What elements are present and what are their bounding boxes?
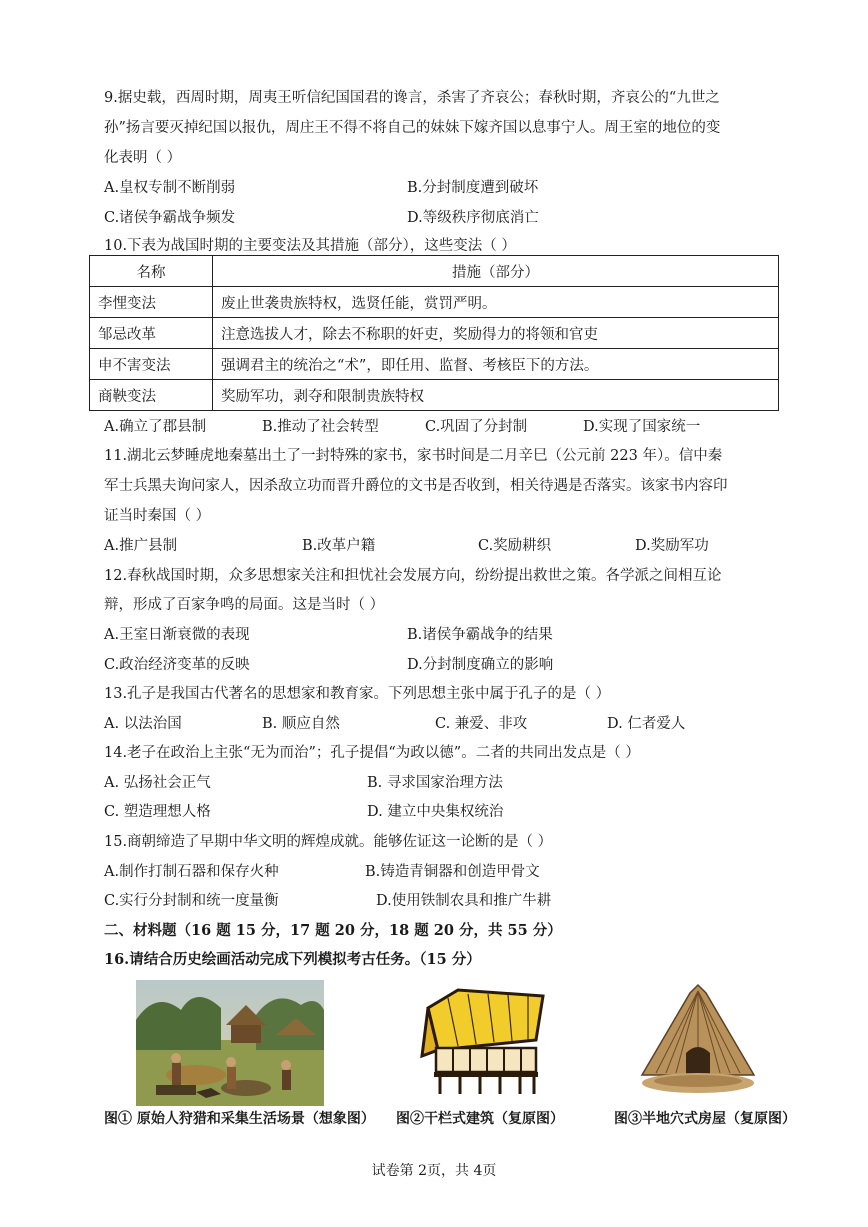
q9-option-b: B.分封制度遭到破坏 [407, 180, 539, 196]
q13-stem: 13.孔子是我国古代著名的思想家和教育家。下列思想主张中属于孔子的是（ ） [104, 686, 611, 702]
q10-stem: 10.下表为战国时期的主要变法及其措施（部分），这些变法（ ） [104, 238, 516, 254]
q11-stem-line-1: 11.湖北云梦睡虎地秦墓出土了一封特殊的家书，家书时间是二月辛巳（公元前 223 年）。信中秦 [104, 448, 723, 464]
table-cell-measure: 废止世袭贵族特权，选贤任能，赏罚严明。 [213, 287, 779, 318]
q13-option-c: C. 兼爱、非攻 [435, 716, 528, 732]
q12-option-c: C.政治经济变革的反映 [104, 657, 250, 673]
q16-stem: 16.请结合历史绘画活动完成下列模拟考古任务。（15 分） [104, 951, 481, 968]
q15-option-b: B.铸造青铜器和创造甲骨文 [365, 864, 540, 880]
table-cell-name: 邹忌改革 [90, 318, 213, 349]
q11-stem-line-3: 证当时秦国（ ） [104, 508, 211, 524]
q14-option-b: B. 寻求国家治理方法 [367, 775, 503, 791]
table-cell-measure: 强调君主的统治之“术”，即任用、监督、考核臣下的方法。 [213, 349, 779, 380]
figure-3-caption: 图③半地穴式房屋（复原图） [614, 1111, 796, 1127]
q12-stem-line-1: 12.春秋战国时期，众多思想家关注和担忧社会发展方向，纷纷提出救世之策。各学派之间相互论 [104, 568, 722, 584]
q9-stem-line-1: 9.据史载，西周时期，周夷王听信纪国国君的谗言，杀害了齐哀公；春秋时期，齐哀公的“九世之 [104, 90, 720, 106]
q10-option-d: D.实现了国家统一 [583, 419, 701, 435]
table-header-measures: 措施（部分） [213, 256, 779, 287]
q9-stem-line-2: 孙”扬言要灭掉纪国以报仇，周庄王不得不将自己的妹妹下嫁齐国以息事宁人。周王室的地位的变 [104, 120, 721, 136]
table-row [90, 380, 779, 411]
reform-measures-table [89, 255, 779, 411]
q13-option-d: D. 仁者爱人 [607, 716, 686, 732]
table-row [90, 349, 779, 380]
q14-option-a: A. 弘扬社会正气 [104, 775, 211, 791]
semi-subterranean-house-image [636, 983, 760, 1101]
q10-option-a: A.确立了郡县制 [104, 419, 207, 435]
q13-option-b: B. 顺应自然 [262, 716, 340, 732]
q12-option-b: B.诸侯争霸战争的结果 [407, 627, 553, 643]
section-2-title: 二、材料题（16 题 15 分，17 题 20 分，18 题 20 分，共 55 分） [104, 922, 562, 939]
q15-option-c: C.实行分封制和统一度量衡 [104, 893, 279, 909]
q9-option-c: C.诸侯争霸战争频发 [104, 210, 236, 226]
figure-1-caption: 图① 原始人狩猎和采集生活场景（想象图） [104, 1111, 375, 1127]
q11-option-b: B.改革户籍 [302, 538, 376, 554]
table-row [90, 287, 779, 318]
q15-option-a: A.制作打制石器和保存火种 [104, 864, 279, 880]
q12-stem-line-2: 辩，形成了百家争鸣的局面。这是当时（ ） [104, 597, 385, 613]
q9-stem-line-3: 化表明（ ） [104, 150, 182, 166]
q11-option-d: D.奖励军功 [635, 538, 709, 554]
q14-stem: 14.老子在政治上主张“无为而治”；孔子提倡“为政以德”。二者的共同出发点是（ ） [104, 745, 640, 761]
q12-option-d: D.分封制度确立的影响 [407, 657, 554, 673]
table-cell-name: 李悝变法 [90, 287, 213, 318]
q11-option-a: A.推广县制 [104, 538, 178, 554]
table-header-name: 名称 [90, 256, 213, 287]
q9-option-a: A.皇权专制不断削弱 [104, 180, 236, 196]
page-footer: 试卷第 2页，共 4页 [371, 1163, 497, 1179]
table-cell-measure: 注意选拔人才，除去不称职的奸吏，奖励得力的将领和官吏 [213, 318, 779, 349]
figure-2-caption: 图②干栏式建筑（复原图） [396, 1111, 564, 1127]
table-cell-name: 申不害变法 [90, 349, 213, 380]
q14-option-c: C. 塑造理想人格 [104, 804, 211, 820]
table-row [90, 318, 779, 349]
q10-option-c: C.巩固了分封制 [425, 419, 528, 435]
hunting-gathering-scene-image [136, 980, 324, 1106]
q11-option-c: C.奖励耕织 [478, 538, 552, 554]
q15-option-d: D.使用铁制农具和推广牛耕 [376, 893, 552, 909]
stilt-house-image [418, 988, 550, 1096]
table-cell-measure: 奖励军功，剥夺和限制贵族特权 [213, 380, 779, 411]
q9-option-d: D.等级秩序彻底消亡 [407, 210, 539, 226]
table-cell-name: 商鞅变法 [90, 380, 213, 411]
q10-option-b: B.推动了社会转型 [262, 419, 379, 435]
q14-option-d: D. 建立中央集权统治 [367, 804, 504, 820]
table-header-row [90, 256, 779, 287]
q13-option-a: A. 以法治国 [104, 716, 182, 732]
q15-stem: 15.商朝缔造了早期中华文明的辉煌成就。能够佐证这一论断的是（ ） [104, 834, 553, 850]
q11-stem-line-2: 军士兵黑夫询问家人，因杀敌立功而晋升爵位的文书是否收到，相关待遇是否落实。该家书内容印 [104, 478, 728, 494]
q12-option-a: A.王室日渐衰微的表现 [104, 627, 250, 643]
